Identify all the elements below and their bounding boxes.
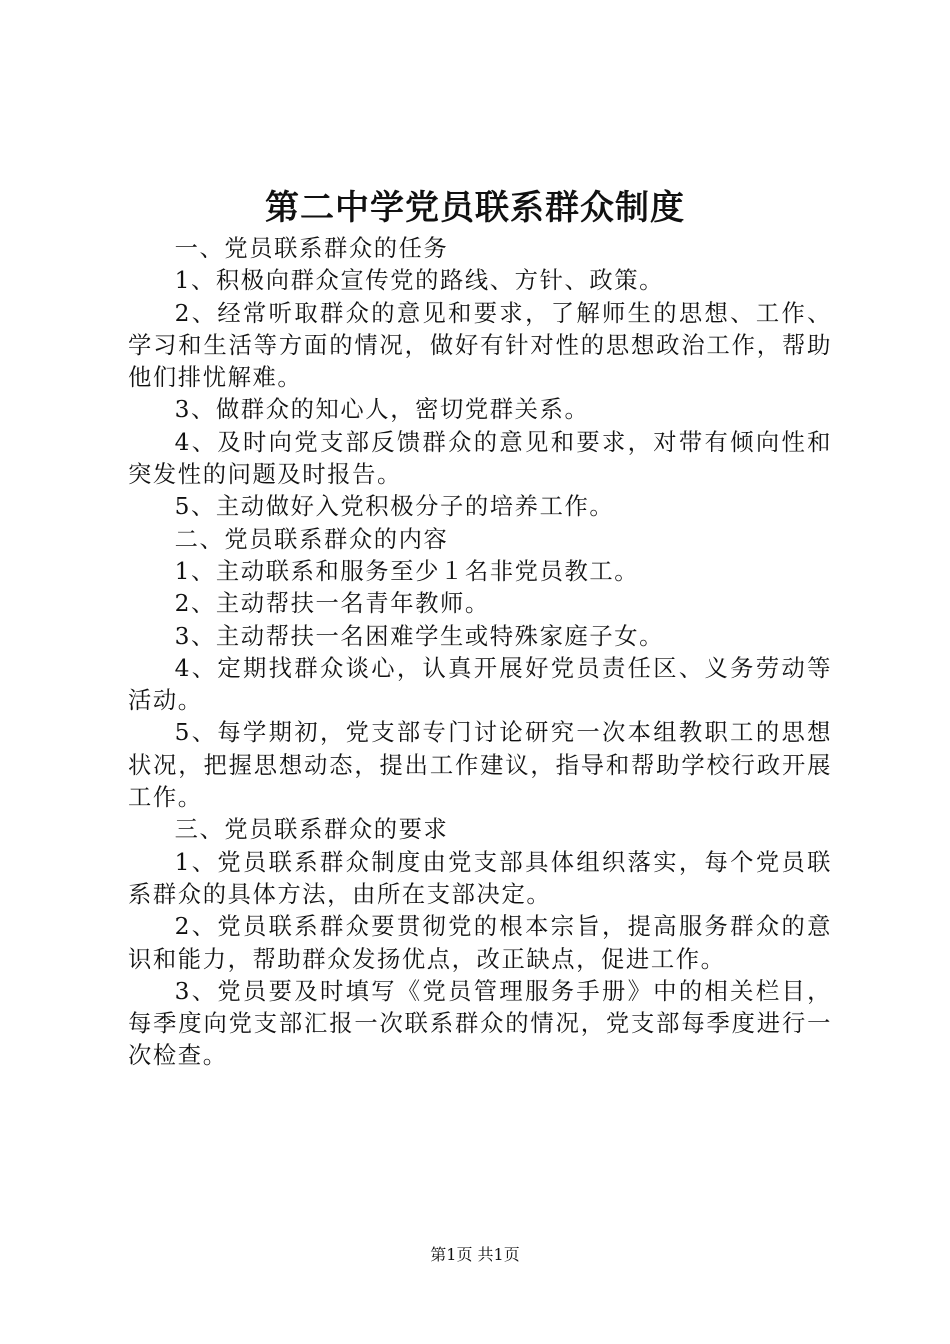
- paragraph: 5、每学期初，党支部专门讨论研究一次本组教职工的思想状况，把握思想动态，提出工作建议，指导和帮助学校行政开展工作。: [128, 719, 832, 812]
- page-footer: 第1页 共1页: [430, 1245, 520, 1264]
- paragraph: 4、及时向党支部反馈群众的意见和要求，对带有倾向性和突发性的问题及时报告。: [128, 428, 832, 489]
- paragraph: 2、经常听取群众的意见和要求，了解师生的思想、工作、学习和生活等方面的情况，做好有针对性的思想政治工作，帮助他们排忧解难。: [128, 299, 832, 392]
- paragraph: 5、主动做好入党积极分子的培养工作。: [174, 493, 615, 521]
- paragraph: 1、主动联系和服务至少１名非党员教工。: [174, 557, 640, 585]
- section-heading-requirements: 三、党员联系群众的要求: [174, 816, 449, 844]
- paragraph: 3、做群众的知心人，密切党群关系。: [174, 396, 590, 424]
- paragraph: 1、党员联系群众制度由党支部具体组织落实，每个党员联系群众的具体方法，由所在支部决定。: [128, 848, 832, 908]
- paragraph: 1、积极向群众宣传党的路线、方针、政策。: [174, 267, 665, 295]
- section-heading-tasks: 一、党员联系群众的任务: [174, 235, 449, 262]
- paragraph: 2、党员联系群众要贯彻党的根本宗旨，提高服务群众的意识和能力，帮助群众发扬优点，改正缺点，促进工作。: [128, 913, 832, 973]
- document-body: [128, 233, 832, 1073]
- paragraph: 4、定期找群众谈心，认真开展好党员责任区、义务劳动等活动。: [128, 654, 832, 715]
- section-heading-content: 二、党员联系群众的内容: [174, 525, 449, 553]
- paragraph: 2、主动帮扶一名青年教师。: [174, 590, 490, 618]
- paragraph: 3、主动帮扶一名困难学生或特殊家庭子女。: [174, 622, 665, 650]
- document-title: 第二中学党员联系群众制度: [265, 188, 685, 228]
- paragraph: 3、党员要及时填写《党员管理服务手册》中的相关栏目，每季度向党支部汇报一次联系群众的情况，党支部每季度进行一次检查。: [128, 977, 832, 1070]
